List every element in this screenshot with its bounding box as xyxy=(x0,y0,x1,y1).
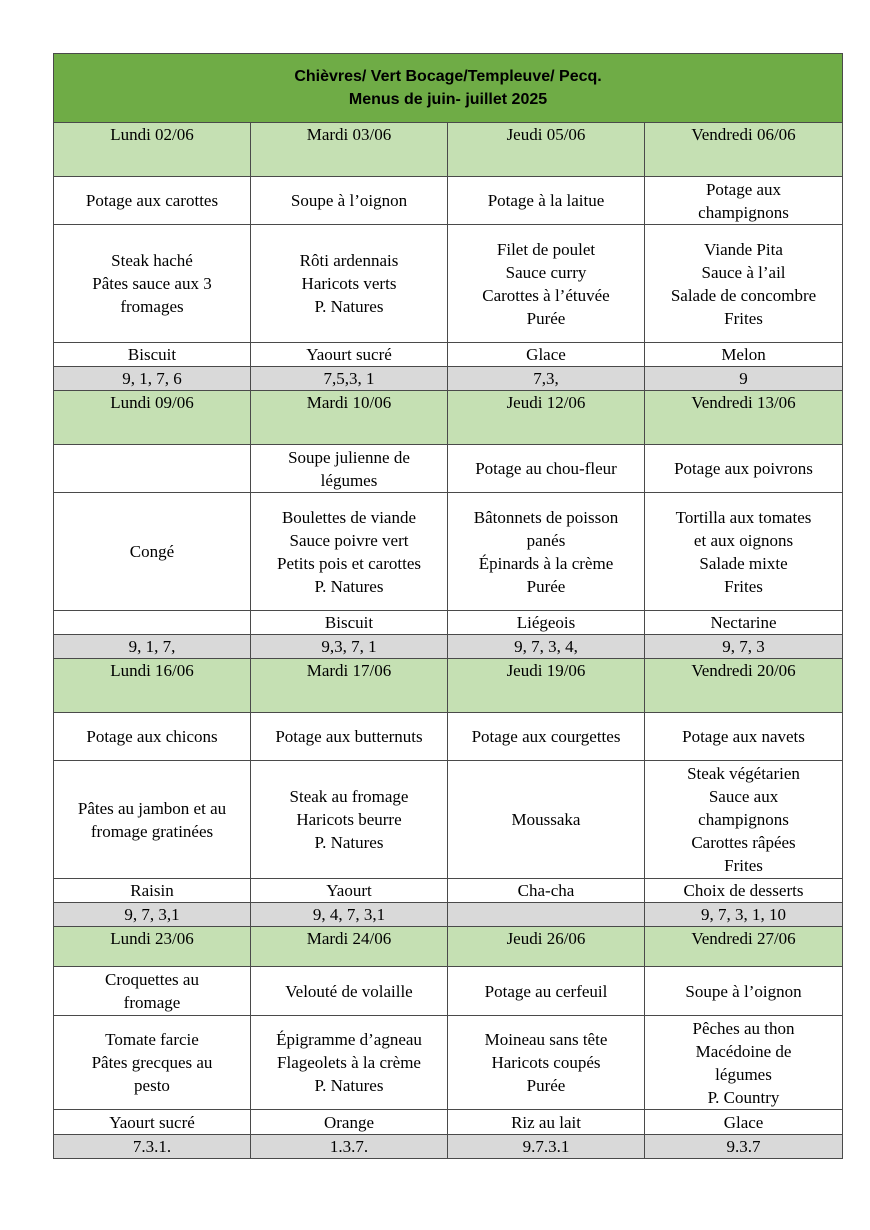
allergen-row xyxy=(54,903,843,927)
main-dish-cell-line: Steak haché xyxy=(111,251,193,270)
soup-cell xyxy=(54,177,251,225)
main-dish-row xyxy=(54,761,843,879)
main-dish-cell-line: Congé xyxy=(129,542,175,561)
main-dish-cell-line: pesto xyxy=(134,1076,170,1095)
main-dish-cell-line: Macédoine de xyxy=(695,1041,792,1061)
dessert: Yaourt sucré xyxy=(251,343,448,367)
day-cell: Lundi 09/06 xyxy=(54,391,251,445)
main-dish-cell-line: Carottes à l’étuvée xyxy=(482,285,610,305)
main-dish-cell-line: Moineau sans tête xyxy=(484,1030,608,1049)
dessert: Choix de desserts xyxy=(645,879,843,903)
main-dish-cell xyxy=(54,493,251,611)
main-dish-cell-line: Steak végétarien xyxy=(687,764,800,783)
soup-cell xyxy=(54,445,251,493)
allergen-row xyxy=(54,367,843,391)
main-dish-cell-line: P. Natures xyxy=(314,1076,384,1095)
allergen-cell: 9, 7, 3, 4, xyxy=(448,635,645,659)
dessert: Riz au lait xyxy=(448,1110,645,1135)
main-dish-cell xyxy=(251,761,448,879)
main-dish-cell-line: Pêches au thon xyxy=(692,1018,795,1038)
main-dish-cell-line: Pâtes sauce aux 3 xyxy=(92,274,212,293)
day-row xyxy=(54,927,843,967)
allergen-row xyxy=(54,1135,843,1159)
dessert-row xyxy=(54,611,843,635)
dessert: Yaourt xyxy=(251,879,448,903)
main-dish-cell-line: Carottes râpées xyxy=(691,833,796,852)
main-dish-cell xyxy=(251,225,448,343)
day-cell: Lundi 02/06 xyxy=(54,123,251,177)
menu-table xyxy=(53,53,843,1159)
soup-cell xyxy=(54,713,251,761)
main-dish-cell xyxy=(448,761,645,879)
soup-cell xyxy=(251,967,448,1016)
main-dish-cell-line: Frites xyxy=(724,308,763,328)
soup-cell-line: Potage aux chicons xyxy=(86,727,218,746)
day-cell: Mardi 17/06 xyxy=(251,659,448,713)
soup-row xyxy=(54,445,843,493)
day-row xyxy=(54,659,843,713)
main-dish-cell-line: Boulettes de viande xyxy=(281,507,417,527)
soup-cell-line: Potage aux butternuts xyxy=(275,727,423,746)
soup-cell-line: Potage au chou-fleur xyxy=(475,459,617,478)
soup-cell-line: légumes xyxy=(320,470,378,490)
main-dish-cell-line: Pâtes grecques au xyxy=(91,1053,213,1072)
main-dish-cell xyxy=(251,493,448,611)
main-dish-cell-line: Salade mixte xyxy=(699,553,788,573)
main-dish-cell-line: Purée xyxy=(526,1076,566,1095)
dessert: Glace xyxy=(448,343,645,367)
soup-cell xyxy=(645,445,843,493)
main-dish-cell-line: P. Natures xyxy=(314,576,384,596)
main-dish-cell-line: Moussaka xyxy=(511,810,581,829)
main-dish-cell-line: fromage gratinées xyxy=(90,821,214,841)
main-dish-cell xyxy=(54,1016,251,1110)
allergen-cell: 9, 7, 3 xyxy=(645,635,843,659)
soup-cell-line: Soupe à l’oignon xyxy=(290,191,408,210)
day-cell: Lundi 23/06 xyxy=(54,927,251,967)
dessert: Melon xyxy=(645,343,843,367)
soup-cell-line: Soupe à l’oignon xyxy=(685,981,802,1001)
day-cell: Jeudi 12/06 xyxy=(448,391,645,445)
main-dish-cell-line: Purée xyxy=(526,308,566,328)
dessert: Raisin xyxy=(54,879,251,903)
dessert: Orange xyxy=(251,1110,448,1135)
main-dish-cell-line: Sauce poivre vert xyxy=(289,530,409,550)
main-dish-cell-line: P. Natures xyxy=(314,833,384,852)
soup-cell xyxy=(645,967,843,1016)
soup-row xyxy=(54,967,843,1016)
dessert-row xyxy=(54,1110,843,1135)
main-dish-cell xyxy=(645,1016,843,1110)
soup-row xyxy=(54,713,843,761)
main-dish-cell-line: P. Natures xyxy=(314,297,384,316)
soup-cell xyxy=(251,445,448,493)
soup-cell-line: fromage xyxy=(123,993,181,1012)
dessert: Glace xyxy=(645,1110,843,1135)
main-dish-cell-line: Épinards à la crème xyxy=(478,553,614,573)
soup-cell xyxy=(448,445,645,493)
main-dish-cell-line: Haricots verts xyxy=(301,274,397,293)
soup-cell xyxy=(448,713,645,761)
day-row xyxy=(54,123,843,177)
main-dish-cell-line: et aux oignons xyxy=(693,530,794,550)
soup-cell-line: Potage aux navets xyxy=(682,727,805,746)
dessert: Nectarine xyxy=(645,611,843,635)
allergen-cell: 7.3.1. xyxy=(54,1135,251,1159)
day-row xyxy=(54,391,843,445)
main-dish-cell-line: Frites xyxy=(724,576,763,596)
main-dish-cell-line: fromages xyxy=(120,297,184,316)
main-dish-cell-line: Haricots coupés xyxy=(491,1053,601,1072)
soup-cell xyxy=(251,713,448,761)
day-cell: Vendredi 13/06 xyxy=(645,391,843,445)
day-cell: Mardi 03/06 xyxy=(251,123,448,177)
allergen-cell: 9, 1, 7, 6 xyxy=(54,367,251,391)
allergen-cell: 9.3.7 xyxy=(645,1135,843,1159)
main-dish-cell-line: légumes xyxy=(715,1064,772,1084)
main-dish-cell-line: Salade de concombre xyxy=(670,285,817,305)
main-dish-cell-line: Bâtonnets de poisson xyxy=(473,507,619,527)
menu-title-cell xyxy=(54,54,843,123)
main-dish-cell xyxy=(645,493,843,611)
day-cell: Vendredi 27/06 xyxy=(645,927,843,967)
dessert: Yaourt sucré xyxy=(54,1110,251,1135)
soup-cell xyxy=(448,177,645,225)
dessert-row xyxy=(54,343,843,367)
soup-cell-line: Velouté de volaille xyxy=(285,981,413,1001)
main-dish-cell-line: P. Country xyxy=(707,1087,780,1107)
main-dish-cell-line: Pâtes au jambon et au xyxy=(77,798,227,818)
main-dish-cell-line: Tortilla aux tomates xyxy=(675,507,812,527)
main-dish-cell-line: Petits pois et carottes xyxy=(276,553,421,573)
day-cell: Mardi 10/06 xyxy=(251,391,448,445)
main-dish-cell-line: Flageolets à la crème xyxy=(277,1053,421,1072)
soup-cell-line: Potage aux poivrons xyxy=(674,459,813,478)
allergen-row xyxy=(54,635,843,659)
dessert: Biscuit xyxy=(251,611,448,635)
allergen-cell: 9,3, 7, 1 xyxy=(251,635,448,659)
soup-cell xyxy=(54,967,251,1016)
allergen-cell xyxy=(448,903,645,927)
main-dish-cell-line: Épigramme d’agneau xyxy=(276,1030,422,1049)
soup-cell xyxy=(645,713,843,761)
main-dish-cell-line: panés xyxy=(526,530,566,550)
main-dish-cell xyxy=(448,493,645,611)
main-dish-row xyxy=(54,493,843,611)
dessert: Biscuit xyxy=(54,343,251,367)
main-dish-cell-line: Haricots beurre xyxy=(296,810,402,829)
allergen-cell: 9, 7, 3,1 xyxy=(54,903,251,927)
day-cell: Jeudi 26/06 xyxy=(448,927,645,967)
header-row xyxy=(54,54,843,123)
main-dish-cell-line: Filet de poulet xyxy=(496,239,596,259)
day-cell: Jeudi 19/06 xyxy=(448,659,645,713)
day-cell: Vendredi 06/06 xyxy=(645,123,843,177)
menu-title: Chièvres/ Vert Bocage/Templeuve/ Pecq. xyxy=(294,68,602,85)
dessert xyxy=(54,611,251,635)
day-cell: Lundi 16/06 xyxy=(54,659,251,713)
soup-cell xyxy=(251,177,448,225)
main-dish-cell xyxy=(448,225,645,343)
soup-cell-line: Croquettes au xyxy=(105,970,199,989)
main-dish-cell xyxy=(645,761,843,879)
allergen-cell: 7,5,3, 1 xyxy=(251,367,448,391)
menu-body xyxy=(54,54,843,1159)
soup-cell-line: Potage aux carottes xyxy=(85,191,219,210)
dessert: Liégeois xyxy=(448,611,645,635)
main-dish-row xyxy=(54,225,843,343)
main-dish-cell-line: champignons xyxy=(698,810,789,829)
allergen-cell: 9, 4, 7, 3,1 xyxy=(251,903,448,927)
soup-cell xyxy=(448,967,645,1016)
main-dish-cell xyxy=(251,1016,448,1110)
main-dish-cell-line: Rôti ardennais xyxy=(299,251,399,270)
main-dish-cell xyxy=(645,225,843,343)
main-dish-cell-line: Viande Pita xyxy=(704,239,783,259)
main-dish-cell xyxy=(54,761,251,879)
soup-cell-line: Potage au cerfeuil xyxy=(484,981,608,1001)
main-dish-cell-line: Sauce à l’ail xyxy=(701,262,786,282)
soup-cell xyxy=(645,177,843,225)
day-cell: Vendredi 20/06 xyxy=(645,659,843,713)
allergen-cell: 9.7.3.1 xyxy=(448,1135,645,1159)
main-dish-cell-line: Purée xyxy=(526,576,566,596)
soup-cell-line: Soupe julienne de xyxy=(288,447,410,467)
main-dish-cell xyxy=(448,1016,645,1110)
dessert: Cha-cha xyxy=(448,879,645,903)
soup-cell-line: Potage aux xyxy=(705,179,782,199)
soup-cell-line: Potage aux courgettes xyxy=(471,727,621,746)
allergen-cell: 7,3, xyxy=(448,367,645,391)
soup-cell-line: Potage à la laitue xyxy=(487,191,605,210)
soup-cell-line: champignons xyxy=(698,202,789,222)
main-dish-cell-line: Frites xyxy=(724,856,763,875)
main-dish-row xyxy=(54,1016,843,1110)
day-cell: Jeudi 05/06 xyxy=(448,123,645,177)
allergen-cell: 1.3.7. xyxy=(251,1135,448,1159)
allergen-cell: 9 xyxy=(645,367,843,391)
allergen-cell: 9, 1, 7, xyxy=(54,635,251,659)
soup-row xyxy=(54,177,843,225)
menu-subtitle: Menus de juin- juillet 2025 xyxy=(348,91,548,108)
allergen-cell: 9, 7, 3, 1, 10 xyxy=(645,903,843,927)
main-dish-cell-line: Tomate farcie xyxy=(105,1030,199,1049)
dessert-row xyxy=(54,879,843,903)
main-dish-cell-line: Sauce aux xyxy=(708,787,779,806)
main-dish-cell-line: Sauce curry xyxy=(505,262,587,282)
main-dish-cell-line: Steak au fromage xyxy=(289,787,409,806)
day-cell: Mardi 24/06 xyxy=(251,927,448,967)
main-dish-cell xyxy=(54,225,251,343)
